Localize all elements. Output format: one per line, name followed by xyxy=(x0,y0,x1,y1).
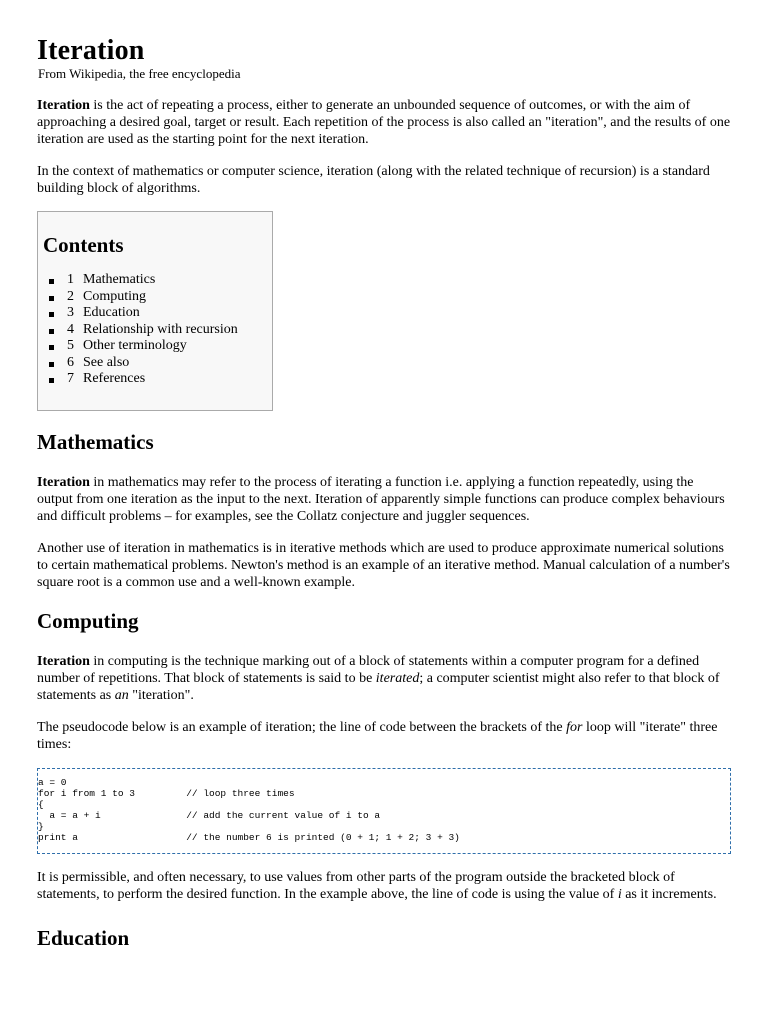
code-line: print a // the number 6 is printed (0 + 1; 1 + 2; 3 + 3) xyxy=(38,832,460,843)
toc-link[interactable]: Computing xyxy=(83,288,147,304)
italic-term: for xyxy=(566,720,583,735)
toc-item-references[interactable] xyxy=(67,371,272,388)
page-title: Iteration xyxy=(37,35,145,66)
intro-paragraph-1 xyxy=(37,97,731,148)
toc-number: 7 xyxy=(67,371,74,386)
toc-link[interactable]: References xyxy=(83,371,146,386)
mathematics-paragraph-2: Another use of iteration in mathematics is in iterative methods which are used to produce approximate numerical solutions to certain mathematical problems. Newton's method is an example of an iterative method. Manual calculation of a number's square root is a common use and a well-known example. xyxy=(37,541,730,590)
italic-term: i xyxy=(617,887,622,902)
computing-paragraph-1 xyxy=(37,653,731,704)
computing-text-3b: as it increments. xyxy=(621,887,717,902)
intro-text-1: is the act of repeating a process, either to generate an unbounded sequence of outcomes, or with the aim of approaching a desired goal, target or result. Each repetition of the process is also called an "iteration", and the results of one iteration are used as the starting point for the next iteration. xyxy=(37,98,731,147)
toc-number: 1 xyxy=(67,272,74,287)
computing-text-1b: ; a computer scientist might also refer to that block of statements as xyxy=(37,671,720,703)
toc-link[interactable]: Education xyxy=(83,305,140,320)
toc-number: 3 xyxy=(67,305,74,320)
code-line: for i from 1 to 3 // loop three times xyxy=(38,788,295,799)
table-of-contents xyxy=(37,211,273,411)
toc-item-other-terminology[interactable] xyxy=(67,338,272,355)
computing-paragraph-2 xyxy=(37,719,731,753)
toc-item-education[interactable] xyxy=(67,305,272,322)
section-heading-mathematics: Mathematics xyxy=(37,430,154,454)
code-line: a = 0 xyxy=(38,777,67,788)
computing-paragraph-3 xyxy=(37,869,731,903)
bold-term: Iteration xyxy=(37,654,90,669)
toc-item-mathematics[interactable] xyxy=(67,272,272,289)
toc-link[interactable]: Relationship with recursion xyxy=(83,321,238,337)
code-line: } xyxy=(38,821,44,832)
toc-link[interactable]: Mathematics xyxy=(83,272,156,287)
mathematics-text-1: in mathematics may refer to the process of iterating a function i.e. applying a function repeatedly, using the output from one iteration as the input to the next. Iteration of apparently simple functions can produce complex behaviours and difficult problems – for examples, see the Collatz conjecture and juggler sequences. xyxy=(37,475,725,524)
italic-term: an xyxy=(114,688,129,703)
toc-item-see-also[interactable] xyxy=(67,355,272,372)
toc-link[interactable]: Other terminology xyxy=(83,338,187,353)
toc-item-relationship-with-recursion[interactable] xyxy=(67,322,272,339)
section-heading-computing: Computing xyxy=(37,609,139,633)
intro-paragraph-2: In the context of mathematics or computer science, iteration (along with the related technique of recursion) is a standard building block of algorithms. xyxy=(37,164,710,196)
toc-title: Contents xyxy=(43,233,124,257)
code-line: a = a + i // add the current value of i to a xyxy=(38,810,381,821)
computing-text-2b: loop will "iterate" three times: xyxy=(37,720,718,752)
bold-term: Iteration xyxy=(37,98,90,113)
code-line: { xyxy=(38,799,44,810)
toc-number: 6 xyxy=(67,354,74,370)
toc-item-computing[interactable] xyxy=(67,289,272,306)
toc-list xyxy=(43,272,272,388)
computing-text-2a: The pseudocode below is an example of iteration; the line of code between the brackets of the xyxy=(37,720,567,735)
section-heading-education: Education xyxy=(37,926,130,950)
computing-text-3a: It is permissible, and often necessary, to use values from other parts of the program outside the bracketed block of statements, to perform the desired function. In the example above, the line of code is using the value of xyxy=(37,870,675,902)
bold-term: Iteration xyxy=(37,475,90,490)
computing-text-1a: in computing is the technique marking out of a block of statements within a computer program for a defined number of repetitions. That block of statements is said to be xyxy=(37,654,700,686)
mathematics-paragraph-1 xyxy=(37,474,731,525)
italic-term: iterated xyxy=(375,671,420,686)
pseudocode-block xyxy=(37,768,731,854)
toc-number: 2 xyxy=(67,288,74,304)
toc-number: 4 xyxy=(67,321,74,337)
site-tagline: From Wikipedia, the free encyclopedia xyxy=(38,66,241,81)
computing-text-1c: "iteration". xyxy=(128,688,194,703)
toc-link[interactable]: See also xyxy=(83,354,130,370)
toc-number: 5 xyxy=(67,338,74,353)
